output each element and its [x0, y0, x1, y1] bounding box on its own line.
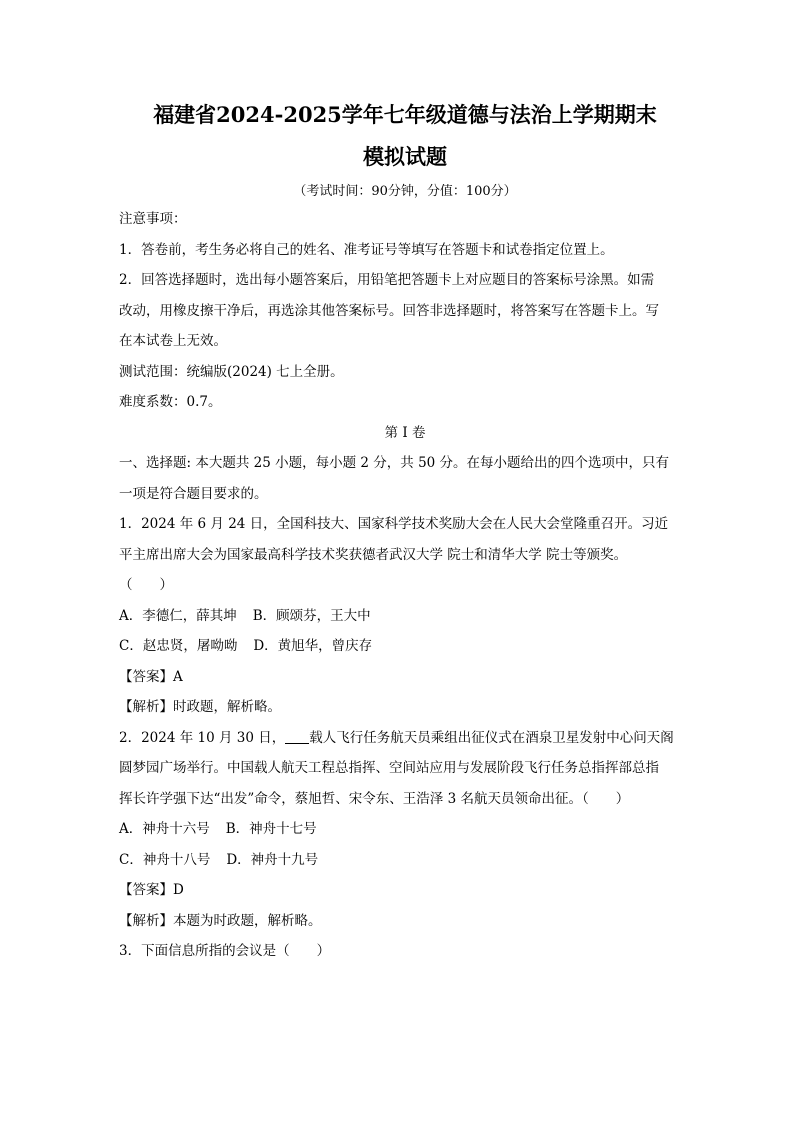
question-2-stem-line1 — [119, 723, 691, 754]
notes-item-2-line3: 在本试卷上无效。 — [119, 333, 227, 349]
question-1-answer: 【答案】A — [119, 668, 183, 685]
question-2-option-b: B．神舟十七号 — [225, 821, 317, 837]
exam-page — [119, 100, 691, 967]
question-2-answer: 【答案】D — [119, 882, 184, 898]
notes-block — [119, 204, 691, 418]
question-2-option-a: A．神舟十六号 — [119, 821, 210, 837]
question-1-options-cd — [119, 631, 691, 662]
test-scope: 测试范围：统编版(2024) 七上全册。 — [119, 363, 344, 380]
exam-title-line2: 模拟试题 — [363, 144, 447, 169]
answer-blank — [285, 729, 309, 744]
question-3-stem-line1: 3．下面信息所指的会议是（ ） — [119, 943, 331, 959]
question-2-options-cd — [119, 845, 691, 876]
notes-item-2-line2: 改动，用橡皮擦干净后，再选涂其他答案标号。回答非选择题时，将答案写在答题卡上。写 — [119, 302, 659, 319]
section-instructions-line2: 一项是符合题目要求的。 — [119, 485, 268, 502]
question-2-options-ab — [119, 814, 691, 845]
question-1-options-ab — [119, 601, 691, 632]
volume-heading: 第 I 卷 — [384, 424, 426, 441]
exam-info: （考试时间：90分钟，分值：100分） — [293, 184, 517, 199]
question-2-stem-line3: 挥长许学强下达“出发”命令，蔡旭哲、宋令东、王浩泽 3 名航天员领命出征。（ ） — [119, 790, 630, 807]
question-1-option-a: A．李德仁，薛其坤 — [119, 607, 237, 624]
question-2-stem-line2: 圆梦园广场举行。中国载人航天工程总指挥、空间站应用与发展阶段飞行任务总指挥部总指 — [119, 760, 659, 776]
question-2-option-c: C．神舟十八号 — [119, 851, 211, 868]
question-2-analysis: 【解析】本题为时政题，解析略。 — [119, 912, 322, 929]
question-1-stem-line2: 平主席出席大会为国家最高科学技术奖获德者武汉大学 院士和清华大学 院士等颁奖。 — [119, 546, 628, 563]
question-1-option-b: B．顾颂芬，王大中 — [252, 607, 371, 624]
question-2-option-d: D．神舟十九号 — [226, 851, 319, 868]
question-1-stem-line3: （ ） — [119, 577, 173, 593]
question-2-stem-post: 载人飞行任务航天员乘组出征仪式在酒泉卫星发射中心问天阁 — [309, 729, 674, 746]
difficulty: 难度系数：0.7。 — [119, 394, 222, 410]
exam-title-line1: 福建省2024-2025学年七年级道德与法治上学期期末 — [153, 102, 657, 127]
question-3 — [119, 936, 691, 967]
question-1-stem-line1: 1．2024 年 6 月 24 日，全国科技大、国家科学技术奖励大会在人民大会堂隆重召开。习近 — [119, 516, 669, 532]
section-instructions-line1: 一、选择题: 本大题共 25 小题，每小题 2 分，共 50 分。在每小题给出的四个选项中，只有 — [119, 455, 670, 471]
notes-heading: 注意事项： — [119, 211, 187, 227]
question-1-analysis: 【解析】时政题，解析略。 — [119, 699, 281, 715]
question-1 — [119, 509, 691, 723]
question-2 — [119, 723, 691, 937]
question-1-option-c: C．赵忠贤，屠呦呦 — [119, 638, 238, 654]
notes-item-1: 1．答卷前，考生务必将自己的姓名、准考证号等填写在答题卡和试卷指定位置上。 — [119, 241, 614, 258]
notes-item-2-line1: 2．回答选择题时，选出每小题答案后，用铅笔把答题卡上对应题目的答案标号涂黑。如需 — [119, 272, 655, 288]
question-1-option-d: D．黄旭华，曾庆存 — [253, 638, 373, 654]
question-2-stem-pre: 2．2024 年 10 月 30 日， — [119, 729, 286, 746]
